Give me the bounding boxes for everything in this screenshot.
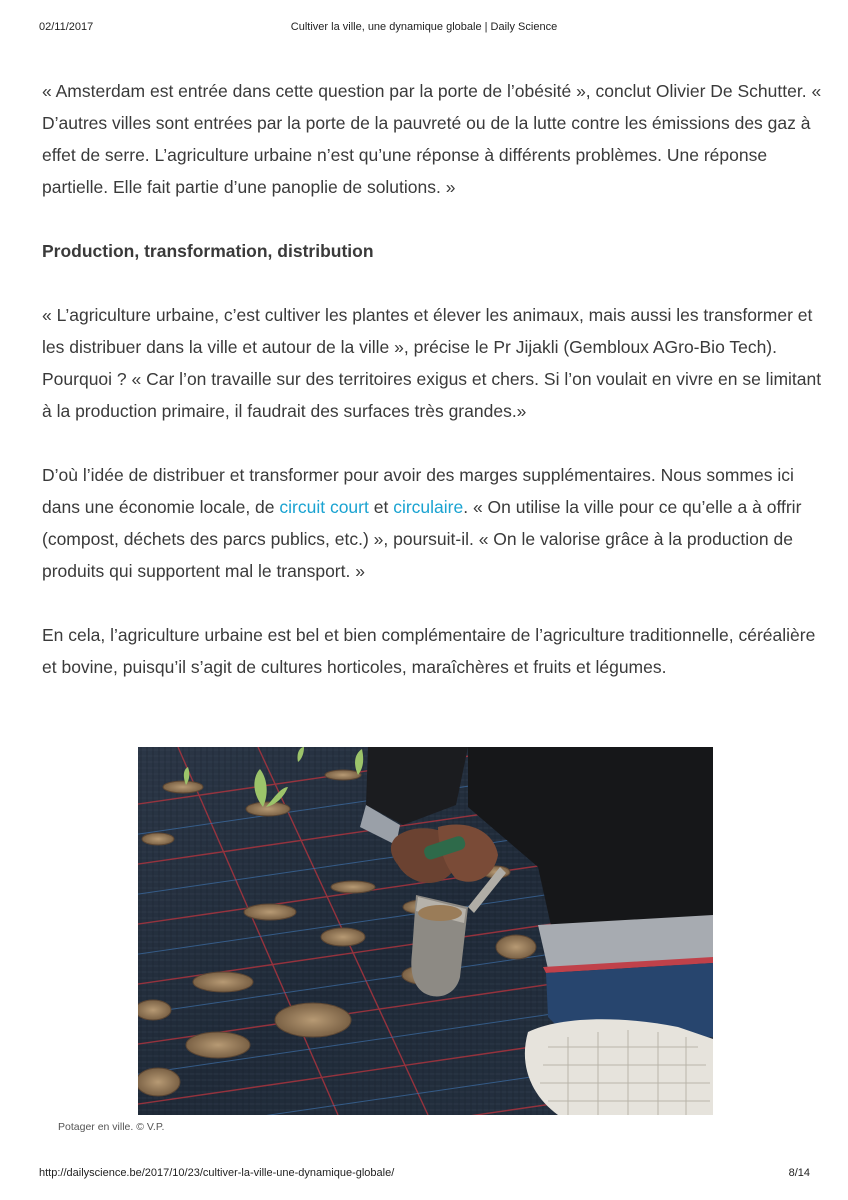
page-number: 8/14 (788, 1167, 810, 1179)
print-header (0, 21, 848, 35)
article-body (42, 75, 822, 715)
paragraph-distribution-text-c: . « On utilise la ville pour ce qu’elle a à offrir (compost, déchets des parcs publics, etc.) », poursuit-il. « On le valorise grâce à la production de produits qui supportent mal le transport. » (42, 497, 802, 581)
paragraph-distribution-text-b: et (368, 497, 394, 517)
paragraph-amsterdam: « Amsterdam est entrée dans cette question par la porte de l’obésité », conclut Olivier De Schutter. « D’autres villes sont entrées par la porte de la pauvreté ou de la lutte contre les émissions des gaz à effet de serre. L’agriculture urbaine n’est qu’une réponse à différents problèmes. Une réponse partielle. Elle fait partie d’une panoplie de solutions. » (42, 81, 822, 197)
section-heading: Production, transformation, distribution (42, 241, 374, 261)
print-url: http://dailyscience.be/2017/10/23/cultiver-la-ville-une-dynamique-globale/ (39, 1167, 395, 1179)
paragraph-agriculture-urbaine: « L’agriculture urbaine, c’est cultiver les plantes et élever les animaux, mais aussi les transformer et les distribuer dans la ville et autour de la ville », précise le Pr Jijakli (Gembloux AGro-Bio Tech). Pourquoi ? « Car l’on travaille sur des territoires exigus et chers. Si l’on voulait en vivre en se limitant à la production primaire, il faudrait des surfaces très grandes.» (42, 305, 822, 421)
print-footer (0, 1167, 848, 1181)
paragraph-distribution-text-a: D’où l’idée de distribuer et transformer pour avoir des marges supplémentaires. Nous sommes ici dans une économie locale, de (42, 465, 794, 517)
circuit-court-link[interactable]: circuit court (279, 497, 369, 517)
paragraph-distribution (42, 459, 822, 587)
paragraph-complementaire: En cela, l’agriculture urbaine est bel et bien complémentaire de l’agriculture traditionnelle, céréalière et bovine, puisqu’il s’agit de cultures horticoles, maraîchères et fruits et légumes. (42, 625, 816, 677)
photo-caption: Potager en ville. © V.P. (58, 1121, 165, 1133)
article-photo (138, 747, 713, 1115)
circulaire-link[interactable]: circulaire (393, 497, 464, 517)
print-page-title: Cultiver la ville, une dynamique globale | Daily Science (290, 21, 558, 33)
print-date: 02/11/2017 (39, 21, 94, 33)
